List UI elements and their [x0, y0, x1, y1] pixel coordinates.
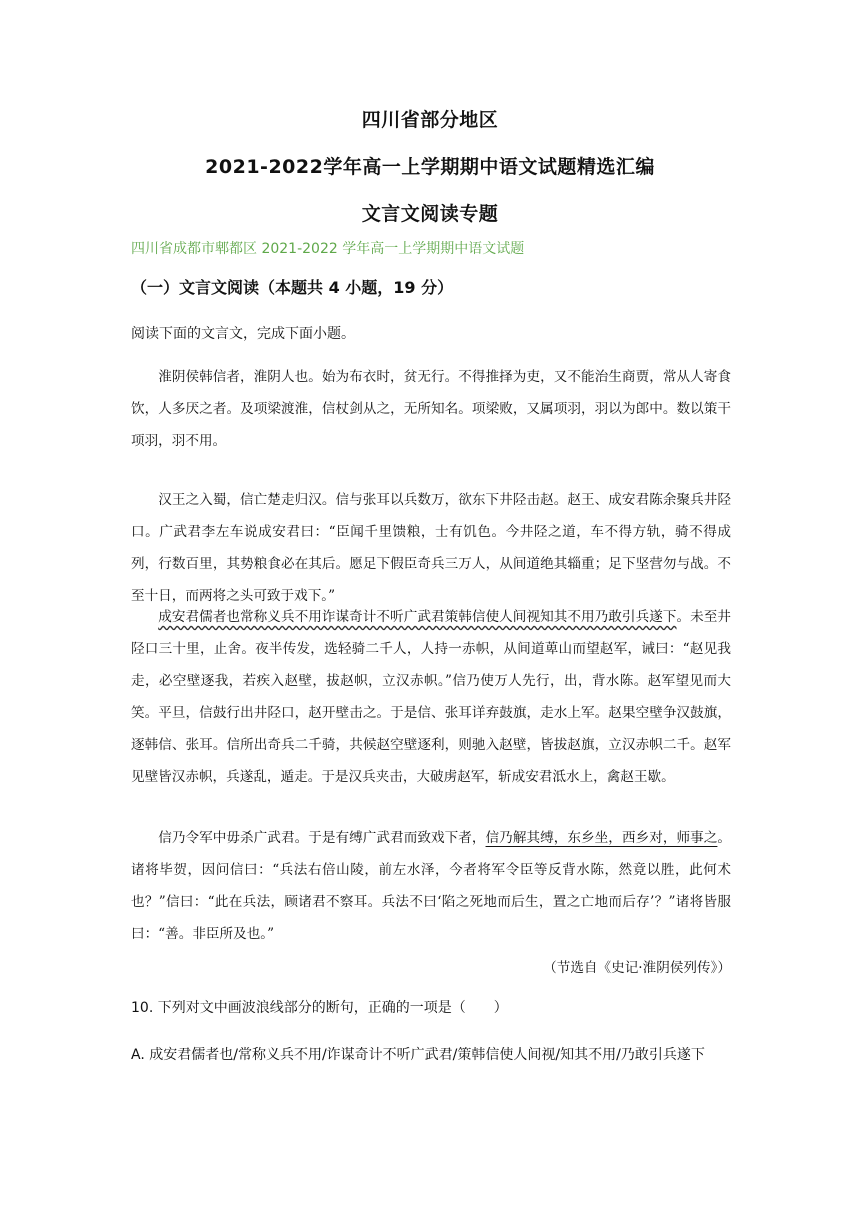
source-attribution: （节选自《史记·淮阴侯列传》） — [543, 960, 731, 976]
reading-instruction: 阅读下面的文言文，完成下面小题。 — [131, 326, 355, 342]
title-region: 四川省部分地区 — [361, 109, 499, 131]
wavy-underlined-text: 成安君儒者也常称义兵不用诈谋奇计不听广武君策韩信使人间视知其不用乃敢引兵遂下 — [158, 609, 677, 625]
passage-paragraph-1: 淮阴侯韩信者，淮阴人也。始为布衣时，贫无行。不得推择为吏，又不能治生商贾，常从人寄食饮，人多厌之者。及项梁渡淮，信杖剑从之，无所知名。项梁败，又属项羽，羽以为郎中。数以策干项羽，羽不用。 — [131, 369, 731, 449]
passage-paragraph-2: 汉王之入蜀，信亡楚走归汉。信与张耳以兵数万，欲东下井陉击赵。赵王、成安君陈余聚兵井陉口。广武君李左车说成安君曰：“臣闻千里馈粮，士有饥色。今井陉之道，车不得方轨，骑不得成列，行数百里，其势粮食必在其后。愿足下假臣奇兵三万人，从间道绝其辎重；足下坚营勿与战。不至十日，而两将之头可致于戏下。” — [131, 492, 731, 604]
paragraph-3-text: 。未至井陉口三十里，止舍。夜半传发，选轻骑二千人，人持一赤帜，从间道萆山而望赵军，诫曰：“赵见我走，必空壁逐我，若疾入赵壁，拔赵帜，立汉赤帜。”信乃使万人先行，出，背水陈。赵军望见而大笑。平旦，信鼓行出井陉口，赵开壁击之。于是信、张耳详弃鼓旗，走水上军。赵果空壁争汉鼓旗，逐韩信、张耳。信所出奇兵二千骑，共候赵空壁逐利，则驰入赵壁，皆拔赵旗，立汉赤帜二千。赵军见壁皆汉赤帜，兵遂乱，遁走。于是汉兵夹击，大破虏赵军，斩成安君泜水上，禽赵王歇。 — [131, 609, 732, 785]
underlined-sentence: 信乃解其缚，东乡坐，西乡对，师事之 — [485, 830, 718, 846]
title-topic: 文言文阅读专题 — [361, 203, 499, 225]
paragraph-4-text-b: 。诸将毕贺，因问信曰：“兵法右倍山陵，前左水泽，今者将军令臣等反背水陈，然竟以胜，此何术也？”信曰：“此在兵法，顾诸君不察耳。兵法不曰‘陷之死地而后生，置之亡地而后存’？”诸将皆服曰：“善。非臣所及也。” — [131, 830, 732, 942]
source-link[interactable]: 四川省成都市郫都区 2021-2022 学年高一上学期期中语文试题 — [131, 241, 525, 257]
question-10: 10. 下列对文中画波浪线部分的断句，正确的一项是（ ） — [131, 1000, 508, 1016]
option-a: A. 成安君儒者也/常称义兵不用/诈谋奇计不听广武君/策韩信使人间视/知其不用/乃敢引兵遂下 — [131, 1047, 705, 1063]
section-heading: （一）文言文阅读（本题共 4 小题，19 分） — [131, 278, 454, 297]
paragraph-4-text-a: 信乃令军中毋杀广武君。于是有缚广武君而致戏下者， — [158, 830, 486, 846]
passage-paragraph-4 — [131, 822, 731, 950]
title-exam: 2021-2022学年高一上学期期中语文试题精选汇编 — [205, 156, 655, 178]
passage-paragraph-3 — [131, 601, 731, 793]
